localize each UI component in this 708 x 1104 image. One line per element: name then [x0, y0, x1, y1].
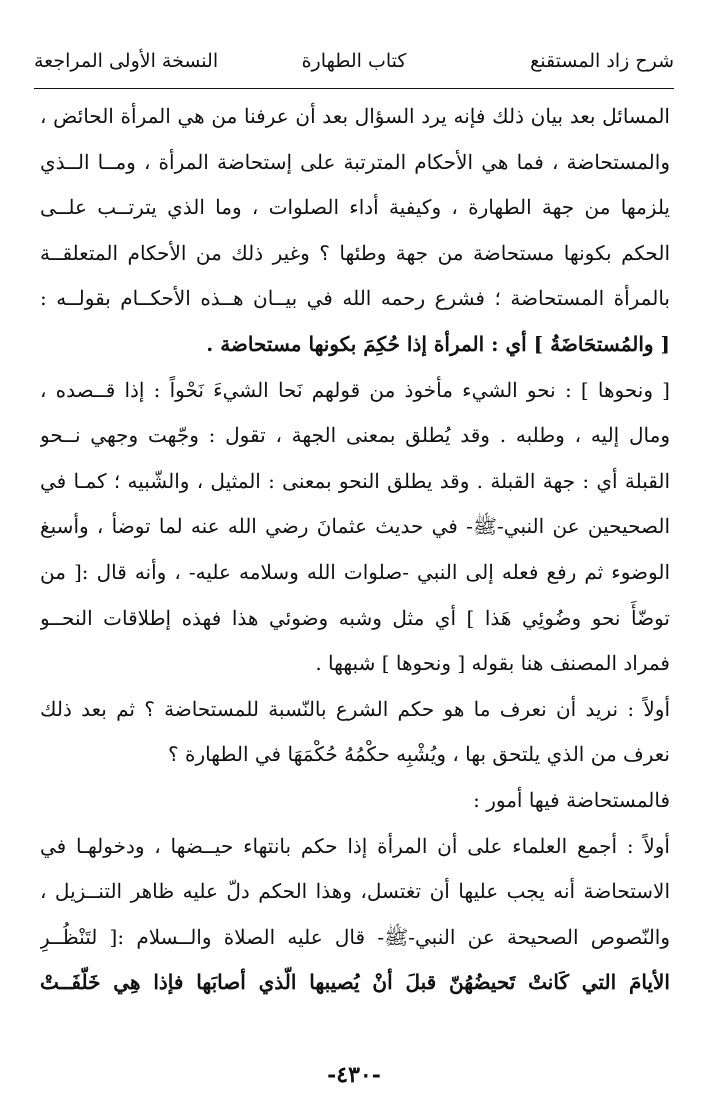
header-edition-note: النسخة الأولى المراجعة: [34, 50, 219, 72]
text-line: الاستحاضة أنه يجب عليها أن تغتسل، وهذا الحكم دلّ عليه ظاهر التنــزيل ،: [40, 879, 670, 904]
text-line: والمستحاضة ، فما هي الأحكام المترتبة على إستحاضة المرأة ، ومــا الــذي: [40, 149, 670, 174]
text-line: أولاً : أجمع العلماء على أن المرأة إذا حكم بانتهاء حيــضها ، ودخولهـا في: [40, 833, 670, 858]
text-line: بالمرأة المستحاضة ؛ فشرع رحمه الله في بيــان هــذه الأحكــام بقولــه :: [40, 286, 670, 311]
text-line: الأيامَ التي كَانتْ تَحيضُهُنّ قبلَ أنْ يُصيبها الّذي أصابَها فإذا هِي خَلّفَــتْ: [40, 970, 670, 995]
running-header: [34, 44, 674, 84]
text-line: يلزمها من جهة الطهارة ، وكيفية أداء الصلوات ، وما الذي يترتــب علــى: [40, 195, 670, 220]
text-line: توضّأَ نحو وضُوئِي هَذا ] أي مثل وشبه وضوئي هذا فهذه إطلاقات النحــو: [40, 605, 670, 630]
text-line: [ والمُستحَاضَةُ ] أي : المرأة إذا حُكِمَ بكونها مستحاضة .: [206, 331, 670, 356]
text-line: فمراد المصنف هنا بقوله [ ونحوها ] شبهها .: [315, 651, 670, 676]
text-line: الصحيحين عن النبي-ﷺ- في حديث عثمانَ رضي الله عنه لما توضأ ، وأسبغ: [40, 514, 670, 539]
page-number: -٤٣٠-: [327, 1062, 381, 1088]
text-line: فالمستحاضة فيها أمور :: [473, 787, 670, 812]
text-line: أولاً : نريد أن نعرف ما هو حكم الشرع بالنّسبة للمستحاضة ؟ ثم بعد ذلك: [40, 696, 670, 721]
text-line: نعرف من الذي يلتحق بها ، ويُشْبِه حكْمُهُ حُكْمَهَا في الطهارة ؟: [168, 742, 670, 767]
text-line: الوضوء ثم رفع فعله إلى النبي -صلوات الله وسلامه عليه- ، وأنه قال :[ من: [40, 559, 670, 584]
header-book-title: شرح زاد المستقنع: [530, 50, 674, 72]
header-chapter-title: كتاب الطهارة: [301, 50, 407, 72]
text-line: والنّصوص الصحيحة عن النبي-ﷺ- قال عليه الصلاة والــسلام :[ لتَنْظُــرِ: [40, 924, 670, 949]
text-line: الحكم بكونها مستحاضة من جهة وطئها ؟ وغير ذلك من الأحكام المتعلقــة: [40, 240, 670, 265]
body-text: [40, 94, 670, 1006]
text-line: ومال إليه ، وطلبه . وقد يُطلق بمعنى الجهة ، تقول : وجّهت وجهي نــحو: [40, 423, 670, 448]
text-line: القبلة أي : جهة القبلة . وقد يطلق النحو بمعنى : المثيل ، والشّبيه ؛ كمـا في: [40, 468, 670, 493]
text-line: [ ونحوها ] : نحو الشيء مأخوذ من قولهم نَحا الشيءَ نَحْواً : إذا قــصده ،: [40, 377, 670, 402]
header-divider: [34, 88, 674, 89]
text-line: المسائل بعد بيان ذلك فإنه يرد السؤال بعد أن عرفنا من هي المرأة الحائض ،: [40, 104, 670, 128]
